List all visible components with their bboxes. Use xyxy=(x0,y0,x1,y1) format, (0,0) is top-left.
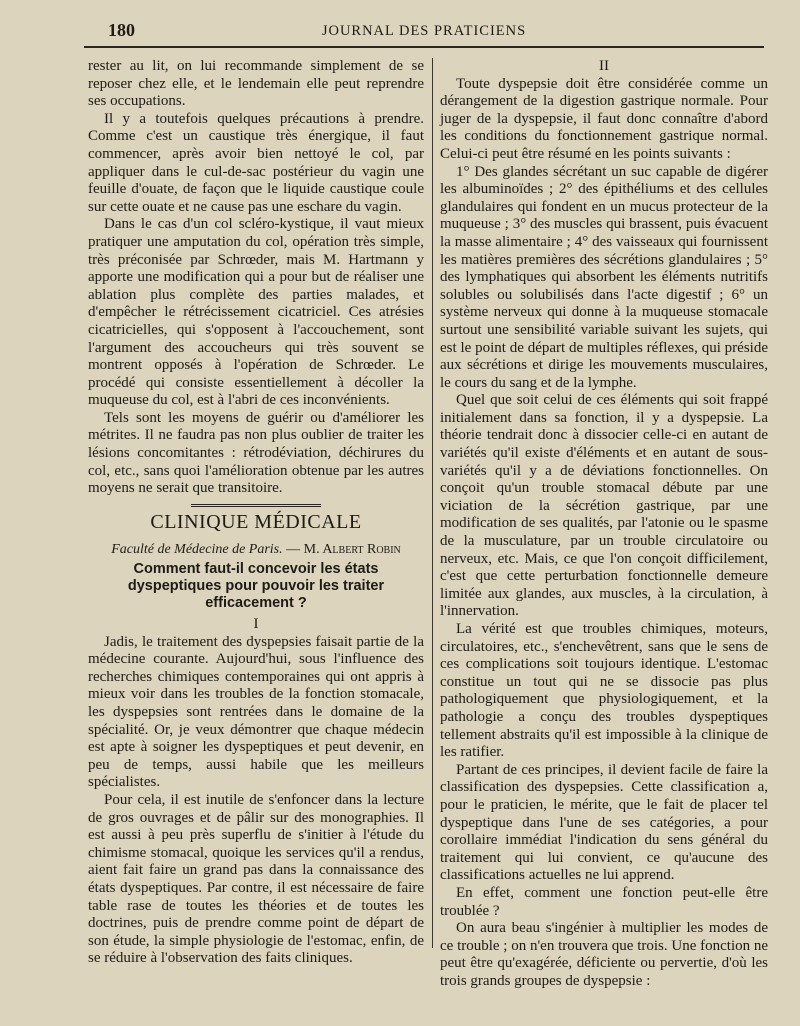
faculty-name: Faculté de Médecine de Paris. xyxy=(111,542,283,558)
author-name: — M. Albert Robin xyxy=(286,542,401,558)
column-divider xyxy=(432,58,433,948)
section-heading: CLINIQUE MÉDICALE xyxy=(150,510,362,533)
paragraph: Partant de ces principes, il devient facile de faire la classification des dyspepsies. Cette classification a, pour le praticien, le mérite, que le fait de placer tel dyspeptique dans l'une de ses catégories, a pour corollaire immédiat l'indication du sens général du traitement qui lui convient, ce qu'aucune des classifications actuelles ne lui apprend. xyxy=(440,761,768,884)
section-numeral: II xyxy=(599,58,609,74)
paragraph: Il y a toutefois quelques précautions à prendre. Comme c'est un caustique très énergique, il faut commencer, après avoir bien nettoyé le col, par appliquer dans le cul-de-sac postérieur du vagin une feuille d'ouate, de façon que le liquide caustique coule sur cette ouate et ne cause pas une eschare du vagin. xyxy=(88,110,424,215)
running-title: JOURNAL DES PRATICIENS xyxy=(321,23,527,39)
paragraph: 1° Des glandes sécrétant un suc capable de digérer les albuminoïdes ; 2° des épithéliums et des cellules glandulaires qui fondent en un mucus protecteur de la muqueuse ; 3° des muscles qui brassent, puis évacuent la masse alimentaire ; 4° des vaisseaux qui fournissent les matières premières des sécrétions glandulaires ; 5° des lymphatiques qui absorbent les éléments nutritifs solubles ou solubilisés dans l'acte digestif ; 6° un système nerveux qui donne à la muqueuse stomacale surtout une sensibilité variable suivant les sujets, qui est le point de départ de multiples réflexes, qui préside aux sécrétions et dirige les mouvements musculaires, le cours du sang et de la lymphe. xyxy=(440,163,768,391)
paragraph: Dans le cas d'un col scléro-kystique, il vaut mieux pratiquer une amputation du col, opération très simple, très préconisée par Schrœder, mais M. Hartmann y apporte une modification qui a pour but de réaliser une ablation plus complète des parties malades, et d'empêcher le rétrécissement cicatriciel. Ces atrésies cicatricielles, qui s'opposent à l'accouchement, sont l'argument des accoucheurs qui très souvent se montrent opposés à l'opération de Schrœder. Le procédé qui consiste essentiellement à décoller la muqueuse du col, est à l'abri de ces inconvénients. xyxy=(88,216,424,409)
left-column xyxy=(88,58,424,968)
paragraph: On aura beau s'ingénier à multiplier les modes de ce trouble ; on n'en trouvera que trois. Une fonction ne peut être qu'exagérée, déficiente ou pervertie, d'où les trois grands groupes de dyspepsie : xyxy=(440,920,769,989)
byline xyxy=(88,541,424,559)
paragraph: rester au lit, on lui recommande simplement de se reposer chez elle, et le lendemain elle peut reprendre ses occupations. xyxy=(88,58,424,110)
paragraph: Jadis, le traitement des dyspepsies faisait partie de la médecine courante. Aujourd'hui, sous l'influence des recherches chimiques contemporaines qui ont appris à mieux voir dans les troubles de la fonction stomacale, les dyspepsies sont rentrées dans le domaine de la spécialité. Or, je veux démontrer que chaque médecin est apte à soigner les dyspeptiques et peut devenir, en peu de temps, aussi habile que les meilleurs spécialistes. xyxy=(88,633,424,791)
paragraph: En effet, comment une fonction peut-elle être troublée ? xyxy=(440,884,768,919)
right-column xyxy=(440,58,768,990)
page-header xyxy=(84,18,764,44)
section-numeral: I xyxy=(253,616,259,633)
article-title: Comment faut-il concevoir les états dyspeptiques pour pouvoir les traiter efficacement ? xyxy=(127,561,385,612)
paragraph: Quel que soit celui de ces éléments qui soit frappé initialement dans sa fonction, il y a dyspepsie. La théorie tendrait donc à dissocier celle-ci en autant de variétés qu'il existe d'éléments et en autant de sous-variétés qu'il y a de déviations fonctionnelles. On conçoit qu'un trouble stomacal débute par une viciation de la sécrétion gastrique, par une modification de ses qualités, par l'atonie ou le spasme de la musculature, par un trouble circulatoire ou nerveux, etc. Mais, ce que l'on conçoit difficilement, c'est que cette perturbation fonctionnelle demeure limitée aux glandes, aux muscles, à la circulation, à l'innervation. xyxy=(440,392,768,620)
paragraph: La vérité est que troubles chimiques, moteurs, circulatoires, etc., s'enchevêtrent, sans que le sens de ces complications soit toujours identique. L'estomac constitue un tout qui ne se dissocie pas plus pathologiquement que physiologiquement, et la pathologie a conçu des troubles dyspeptiques tellement abstraits qu'il est impossible à la clinique de les ratifier. xyxy=(440,621,768,761)
page-number: 180 xyxy=(108,20,135,40)
section-separator xyxy=(191,504,321,510)
paragraph: Tels sont les moyens de guérir ou d'améliorer les métrites. Il ne faudra pas non plus oublier de traiter les lésions concomitantes : rétrodéviation, déchirures du col, etc., sans quoi l'amélioration obtenue par les autres moyens ne serait que transitoire. xyxy=(88,409,424,497)
paragraph: Toute dyspepsie doit être considérée comme un dérangement de la digestion gastrique normale. Pour juger de la dyspepsie, il faut donc connaître d'abord les conditions du fonctionnement gastrique normal. Celui-ci peut être résumé en les points suivants : xyxy=(440,75,768,162)
paragraph: Pour cela, il est inutile de s'enfoncer dans la lecture de gros ouvrages et de pâlir sur des monographies. Il est aussi à peu près superflu de s'initier à l'étude du chimisme stomacal, quoique les services qu'il a rendus, aient fait faire un grand pas dans la connaissance des états dyspeptiques. Par contre, il est nécessaire de faire table rase de toutes les théories et de toutes les doctrines, puis de prendre comme point de départ de son étude, la simple physiologie de l'estomac, enfin, de se réduire à l'observation des faits cliniques. xyxy=(88,791,424,967)
header-rule xyxy=(84,46,764,48)
